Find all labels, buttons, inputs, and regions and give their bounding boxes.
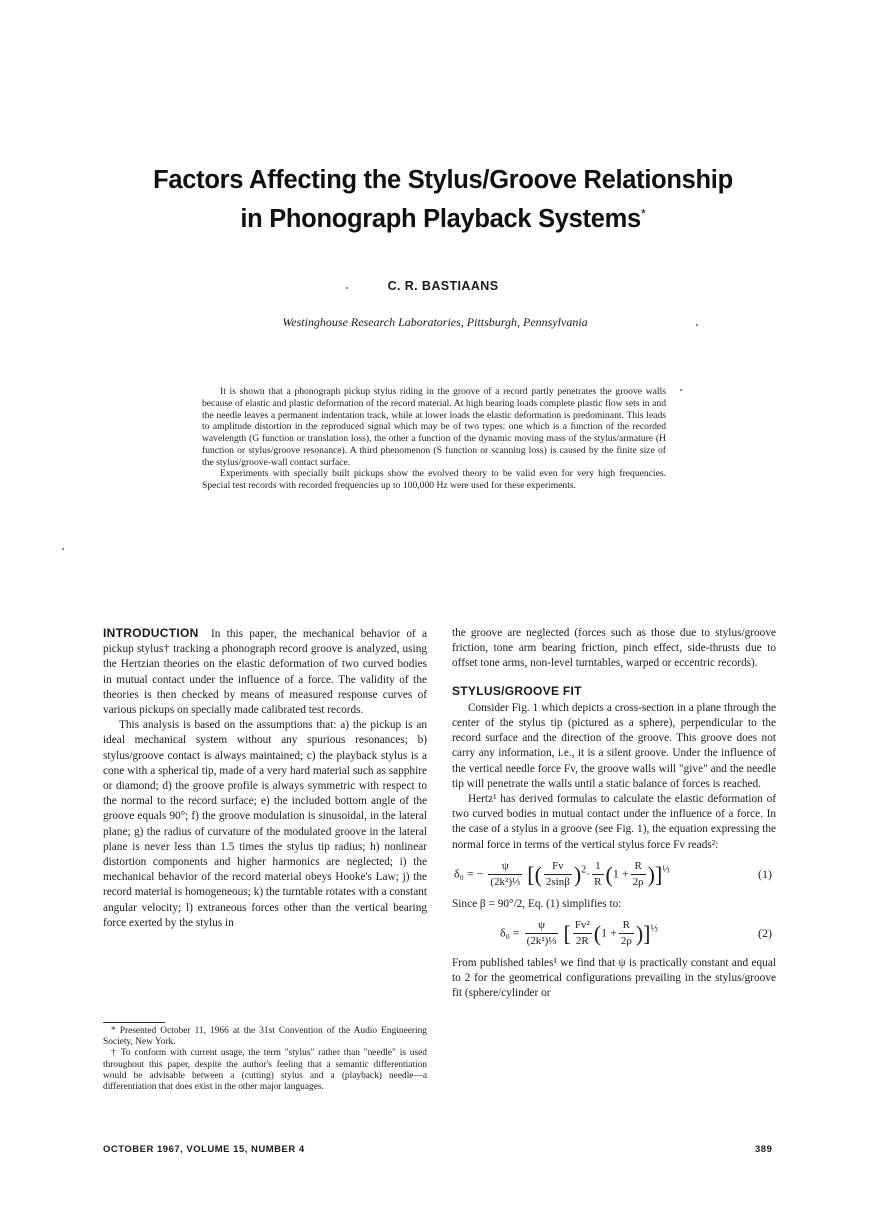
eq2-coef-num: ψ [525, 918, 559, 934]
equation-2-number: (2) [758, 926, 772, 941]
eq1-open-paren-2: ( [605, 861, 613, 887]
eq2-one-plus: 1 + [601, 925, 617, 940]
right-continued-paragraph: the groove are neglected (forces such as those due to stylus/groove friction, tone arm bearing friction, pinch effect, side-thrusts due to offset tone arms, non-level turntables, warped or eccentric records). [452, 627, 776, 670]
intro-paragraph-1-text: In this paper, the mechanical behavior of a pickup stylus† tracking a phonograph record groove is analyzed, using the Hertzian theories on the elastic deformation of two curved bodies in mutual contact under the influence of a force. The validity of the theories is then checked by means of measured response curves of various pickups on specially made calibrated test records. [103, 628, 427, 717]
eq2-fraction-2 [619, 918, 634, 949]
title-line-2 [100, 197, 786, 236]
after-equation-text: From published tables¹ we find that ψ is practically constant and equal to 2 for the geometrical configurations prevailing in the stylus/groove fit (sphere/cylinder or [452, 957, 776, 1000]
equation-1 [452, 853, 776, 897]
scan-speck [680, 389, 682, 391]
title-line-1: Factors Affecting the Stylus/Groove Relationship [153, 166, 733, 194]
eq1-coefficient [488, 859, 522, 890]
author-affiliation: Westinghouse Research Laboratories, Pittsburgh, Pennsylvania [282, 315, 588, 329]
eq2-close-paren: ) [635, 921, 644, 947]
author-name: C. R. BASTIAANS [387, 279, 499, 293]
right-column [452, 626, 776, 1002]
left-column [103, 626, 427, 931]
eq1-f2-num: 1 [592, 859, 603, 875]
equation-2-body [500, 918, 658, 949]
eq1-close-paren-2: ) [647, 861, 655, 887]
paper-title [100, 163, 786, 236]
fit-paragraph-1: Consider Fig. 1 which depicts a cross-section in a plane through the center of the stylus tip (pictured as a sphere), perpendicular to the record surface and the direction of the groove. This groove does not carry any information, i.e., it is a silent groove. Under the influence of the vertical needle force Fv, the groove walls will "give" and the needle tip will penetrate the walls until a static balance of forces is reached. [452, 701, 776, 790]
eq2-fraction-1 [573, 918, 592, 949]
footnote-rule [103, 1022, 165, 1023]
eq1-open-paren: ( [534, 861, 542, 887]
abstract [202, 386, 666, 492]
title-footnote-mark: * [640, 206, 646, 221]
title-line-2-text: in Phonograph Playback Systems [240, 205, 641, 233]
eq1-close-bracket: ] [654, 861, 663, 887]
scan-speck [696, 324, 698, 326]
introduction-heading: INTRODUCTION [103, 626, 199, 640]
scan-speck [346, 287, 348, 289]
eq2-f3-den: 2ρ [620, 935, 632, 948]
eq1-coef-num: ψ [488, 859, 522, 875]
eq1-f1-den: 2sinβ [545, 876, 570, 889]
eq1-fraction-3 [631, 859, 646, 890]
intro-paragraph-2: This analysis is based on the assumptions that: a) the pickup is an ideal mechanical system without any spurious resonances; b) stylus/groove contact is always maintained; c) the playback stylus is a cone with a spherical tip, made of a very hard material such as sapphire or diamond; d) the groove profile is always symmetric with respect to the normal to the record surface; e) the included bottom angle of the groove equals 90°; f) the groove modulation is sinusoidal, in the lateral plane; g) the radius of curvature of the modulated groove in the lateral plane is never less than 1.5 times the stylus tip radius; h) nonlinear distortion components and higher harmonics are neglected; i) the mechanical behavior of the record material obeys Hooke's Law; j) the record material is homogeneous; k) the turntable rotates with a constant angular velocity; l) extraneous forces other than the vertical bearing force exerted by the stylus in [103, 719, 427, 929]
eq1-fraction-2 [592, 859, 603, 890]
eq1-one-plus: 1 + [612, 866, 629, 881]
abstract-paragraph-1: It is shown that a phonograph pickup stylus riding in the groove of a record partly penetrates the groove walls because of elastic and plastic deformation of the record material. At high bearing loads complete plastic flow sets in and the needle leaves a permanent indentation track, while at lower loads the elastic deformation is predominant. This leads to amplitude distortion in the reproduced signal which may be of two types: one which is a function of the recorded wavelength (G function or translation loss), the other a function of the dynamic moving mass of the stylus/armature (H function or stylus/groove resonance). A third phenomenon (S function or scanning loss) is caused by the finite size of the stylus/groove-wall contact surface. [202, 386, 666, 468]
eq1-f2-den: R [594, 876, 602, 889]
intro-paragraph-1 [103, 626, 427, 718]
footnote-2: † To conform with current usage, the term "stylus" rather than "needle" is used throughout this paper, despite the author's feeling that a semantic differentiation would be advisable between a (cutting) stylus and a (playback) needle—a differentiation that does exist in the other major languages. [103, 1048, 427, 1093]
footnotes [103, 1022, 427, 1093]
eq2-exponent: ⅓ [650, 923, 658, 935]
equation-1-number: (1) [758, 866, 772, 881]
page-number: 389 [755, 1144, 773, 1155]
footnote-1: * Presented October 11, 1966 at the 31st Convention of the Audio Engineering Society, New York. [103, 1026, 427, 1048]
eq1-f1-num: Fv [544, 859, 572, 875]
equation-2 [452, 912, 776, 956]
eq2-coefficient [525, 918, 559, 949]
eq1-exponent: ⅓ [662, 864, 670, 876]
eq1-f3-den: 2ρ [632, 876, 644, 889]
eq2-f1-num: Fv² [573, 918, 592, 934]
eq1-close-paren: ) [573, 861, 582, 887]
eq2-f3-num: R [619, 918, 634, 934]
eq2-open-bracket: [ [563, 921, 571, 947]
since-text: Since β = 90°/2, Eq. (1) simplifies to: [452, 897, 622, 910]
eq1-lhs: δ₀ = − [454, 866, 484, 881]
eq1-fraction-1 [544, 859, 572, 890]
eq1-open-bracket: [ [527, 861, 535, 887]
eq2-lhs: δ₀ = [500, 925, 520, 940]
stylus-groove-fit-heading: STYLUS/GROOVE FIT [452, 683, 582, 698]
eq1-square: 2 [581, 864, 587, 876]
eq2-open-paren: ( [593, 921, 602, 947]
eq1-f3-num: R [631, 859, 646, 875]
abstract-paragraph-2: Experiments with specially built pickups show the evolved theory to be valid even for very high frequencies. Special test records with recorded frequencies up to 100,000 Hz were used for these experiments. [202, 468, 666, 491]
eq1-coef-den: (2k²)⅓ [490, 876, 521, 889]
eq2-coef-den: (2k²)⅓ [526, 935, 557, 948]
scan-speck [62, 548, 64, 550]
fit-paragraph-2: Hertz¹ has derived formulas to calculate the elastic deformation of two curved bodies in mutual contact under the influence of a force. In the case of a stylus in a groove (see Fig. 1), the equation expressing the normal force in terms of the vertical stylus force Fv reads²: [452, 793, 776, 851]
equation-1-body: δ₀ = − $\frac{\psi}{\text{(2k²)⅓}}$ [( $\frac{Fv}{2\sin\beta}$ )$^2$· $\frac{1}{R}$ (1 + $\frac{R}{2\rho}$ )]$^{\frac{1}{3}}$ [454, 859, 670, 890]
journal-issue-footer: OCTOBER 1967, VOLUME 15, NUMBER 4 [103, 1144, 305, 1155]
eq2-close-bracket: ] [643, 921, 651, 947]
eq2-f1-den: 2R [575, 935, 589, 948]
